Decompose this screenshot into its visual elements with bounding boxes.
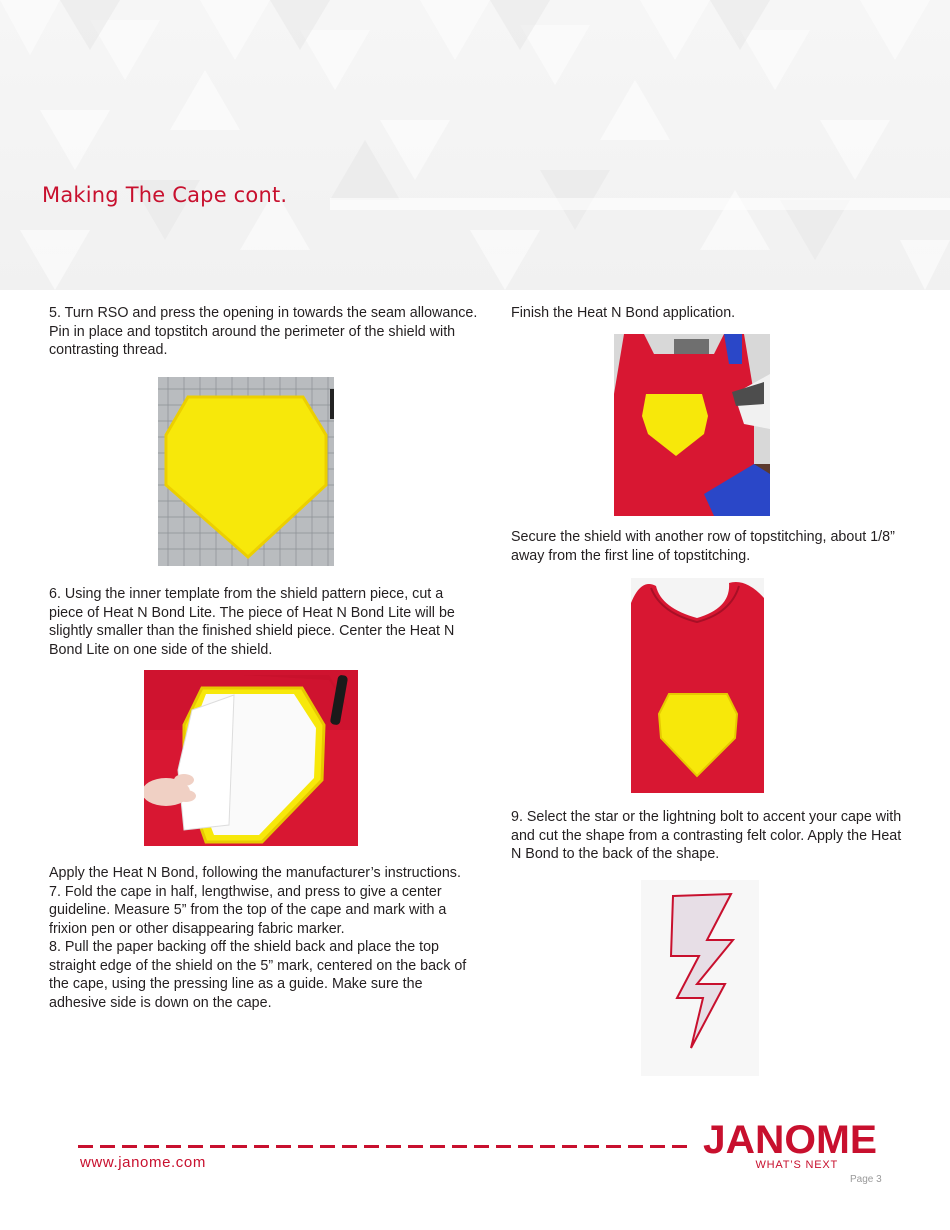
step-9-text: 9. Select the star or the lightning bolt to accent your cape with and cut the shape from a contrasting felt color. Apply the Heat N Bond to the back of the shape. bbox=[511, 809, 902, 862]
website-link[interactable]: www.janome.com bbox=[80, 1154, 206, 1171]
footer-dashed-rule bbox=[78, 1145, 688, 1148]
lightning-bolt-photo bbox=[641, 880, 759, 1076]
finished-cape-photo bbox=[631, 578, 764, 793]
brand-wordmark: JANOME bbox=[703, 1118, 877, 1158]
page-number: Page 3 bbox=[850, 1174, 882, 1185]
secure-text: Secure the shield with another row of topstitching, about 1/8” away from the first line of topstitching. bbox=[511, 529, 895, 564]
step-6-text: 6. Using the inner template from the shield pattern piece, cut a piece of Heat N Bond Lite. The piece of Heat N Bond Lite will be slightly smaller than the finished shield piece. Center the Heat N Bond Lite on one side of the shield. bbox=[49, 586, 455, 658]
step-5-text: 5. Turn RSO and press the opening in towards the seam allowance. Pin in place and topstitch around the perimeter of the shield with contrasting thread. bbox=[49, 305, 478, 358]
steps-7-8-text: Apply the Heat N Bond, following the manufacturer’s instructions. 7. Fold the cape in half, lengthwise, and press to give a center guideline. Measure 5” from the top of the cape and mark with a frixion pen or other disappearing fabric marker. 8. Pull the paper backing off the shield back and place the top straight edge of the shield on the 5” mark, centered on the back of the cape, using the pressing line as a guide. Make sure the adhesive side is down on the cape. bbox=[49, 865, 467, 1011]
page-title: Making The Cape cont. bbox=[42, 183, 288, 207]
shield-topstitched-photo bbox=[158, 377, 334, 566]
janome-logo bbox=[703, 1118, 879, 1158]
brand-tagline: WHAT’S NEXT bbox=[755, 1159, 838, 1171]
heat-n-bond-photo bbox=[144, 670, 358, 846]
header-banner bbox=[0, 0, 950, 290]
ironing-cape-photo bbox=[614, 334, 770, 516]
triangle-pattern bbox=[0, 0, 950, 290]
finish-text: Finish the Heat N Bond application. bbox=[511, 305, 736, 321]
